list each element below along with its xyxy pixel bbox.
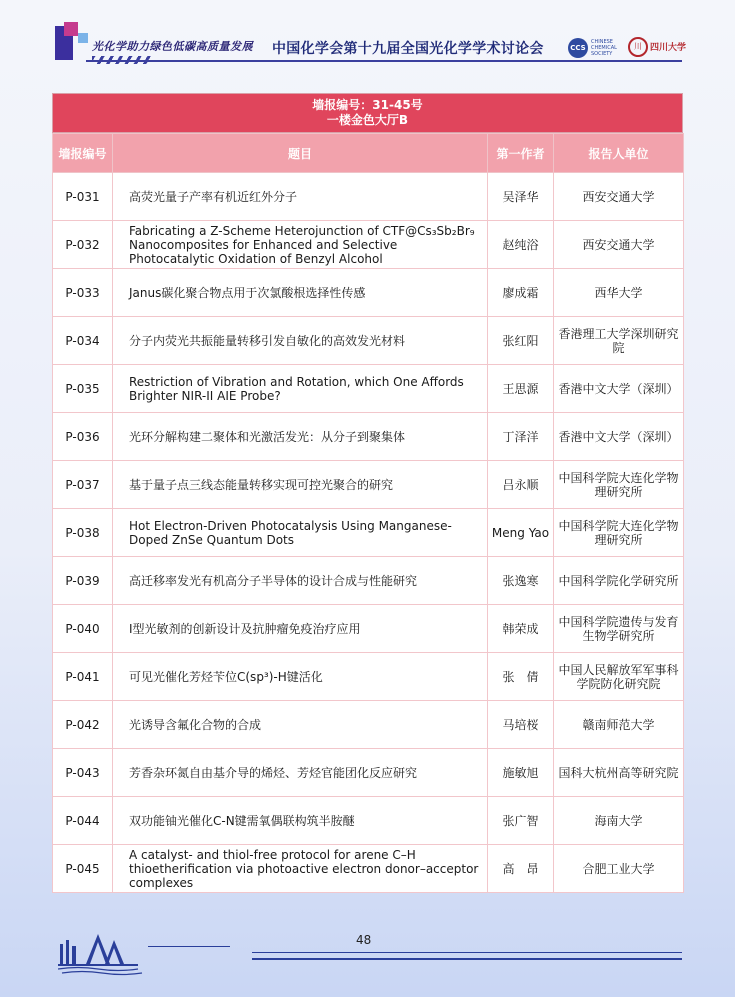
first-author: 丁泽洋 bbox=[488, 413, 554, 461]
poster-title: 分子内荧光共振能量转移引发自敏化的高效发光材料 bbox=[113, 317, 488, 365]
table-row bbox=[53, 749, 684, 797]
table-row bbox=[53, 701, 684, 749]
poster-code: P-031 bbox=[53, 173, 113, 221]
poster-title: 基于量子点三线态能量转移实现可控光聚合的研究 bbox=[113, 461, 488, 509]
column-header-code: 墙报编号 bbox=[53, 134, 113, 173]
first-author: 施敏旭 bbox=[488, 749, 554, 797]
first-author: 张 倩 bbox=[488, 653, 554, 701]
author-affiliation: 中国科学院大连化学物理研究所 bbox=[554, 461, 684, 509]
table-row bbox=[53, 557, 684, 605]
first-author: 马培桜 bbox=[488, 701, 554, 749]
first-author: 张红阳 bbox=[488, 317, 554, 365]
table-row bbox=[53, 173, 684, 221]
scu-logo: 川 bbox=[628, 37, 648, 57]
table-row bbox=[53, 269, 684, 317]
poster-title: Hot Electron-Driven Photocatalysis Using Manganese-Doped ZnSe Quantum Dots bbox=[113, 509, 488, 557]
poster-title: A catalyst- and thiol-free protocol for arene C–H thioetherification via photoactive electron donor–acceptor complexes bbox=[113, 845, 488, 893]
first-author: 韩荣成 bbox=[488, 605, 554, 653]
banner-poster-range: 墙报编号：31-45号 bbox=[312, 98, 423, 112]
author-affiliation: 中国科学院化学研究所 bbox=[554, 557, 684, 605]
footer-rule bbox=[252, 952, 682, 953]
author-affiliation: 赣南师范大学 bbox=[554, 701, 684, 749]
poster-title: 高荧光量子产率有机近红外分子 bbox=[113, 173, 488, 221]
poster-code: P-043 bbox=[53, 749, 113, 797]
table-banner bbox=[52, 93, 683, 133]
poster-code: P-041 bbox=[53, 653, 113, 701]
header-decoration bbox=[64, 22, 78, 36]
author-affiliation: 海南大学 bbox=[554, 797, 684, 845]
author-affiliation: 香港中文大学（深圳） bbox=[554, 365, 684, 413]
banner-location: 一楼金色大厅B bbox=[326, 113, 409, 127]
poster-title: 光诱导含氟化合物的合成 bbox=[113, 701, 488, 749]
poster-code: P-045 bbox=[53, 845, 113, 893]
first-author: 高 昂 bbox=[488, 845, 554, 893]
table-row bbox=[53, 413, 684, 461]
poster-code: P-035 bbox=[53, 365, 113, 413]
author-affiliation: 西安交通大学 bbox=[554, 173, 684, 221]
page-number: 48 bbox=[356, 933, 372, 947]
first-author: 张逸寒 bbox=[488, 557, 554, 605]
table-header-row bbox=[53, 134, 684, 173]
poster-code: P-039 bbox=[53, 557, 113, 605]
table-row bbox=[53, 317, 684, 365]
table-row bbox=[53, 653, 684, 701]
first-author: Meng Yao bbox=[488, 509, 554, 557]
poster-title: 可见光催化芳烃苄位C(sp³)-H键活化 bbox=[113, 653, 488, 701]
first-author: 吴泽华 bbox=[488, 173, 554, 221]
page-header bbox=[0, 0, 735, 75]
author-affiliation: 香港中文大学（深圳） bbox=[554, 413, 684, 461]
scu-logo-text: 四川大学 bbox=[650, 43, 687, 53]
poster-title: 高迁移率发光有机高分子半导体的设计合成与性能研究 bbox=[113, 557, 488, 605]
header-rule bbox=[86, 60, 682, 62]
first-author: 赵纯浴 bbox=[488, 221, 554, 269]
poster-code: P-038 bbox=[53, 509, 113, 557]
poster-code: P-040 bbox=[53, 605, 113, 653]
poster-table bbox=[52, 133, 684, 893]
footer-rule bbox=[252, 958, 682, 960]
author-affiliation: 合肥工业大学 bbox=[554, 845, 684, 893]
poster-code: P-032 bbox=[53, 221, 113, 269]
first-author: 王思源 bbox=[488, 365, 554, 413]
author-affiliation: 国科大杭州高等研究院 bbox=[554, 749, 684, 797]
poster-title: Restriction of Vibration and Rotation, which One Affords Brighter NIR-II AIE Probe? bbox=[113, 365, 488, 413]
poster-title: 芳香杂环氮自由基介导的烯烃、芳烃官能团化反应研究 bbox=[113, 749, 488, 797]
page-footer bbox=[0, 918, 735, 997]
table-row bbox=[53, 461, 684, 509]
column-header-unit: 报告人单位 bbox=[554, 134, 684, 173]
first-author: 吕永顺 bbox=[488, 461, 554, 509]
poster-schedule bbox=[52, 93, 683, 893]
poster-code: P-044 bbox=[53, 797, 113, 845]
table-row bbox=[53, 509, 684, 557]
author-affiliation: 西安交通大学 bbox=[554, 221, 684, 269]
skyline-logo bbox=[58, 928, 148, 978]
footer-rule bbox=[148, 946, 230, 947]
poster-code: P-034 bbox=[53, 317, 113, 365]
poster-title: 光环分解构建二聚体和光激活发光：从分子到聚集体 bbox=[113, 413, 488, 461]
author-affiliation: 香港理工大学深圳研究院 bbox=[554, 317, 684, 365]
poster-title: Fabricating a Z-Scheme Heterojunction of CTF@Cs₃Sb₂Br₉ Nanocomposites for Enhanced and Selective Photocatalytic Oxidation of Benzyl Alcohol bbox=[113, 221, 488, 269]
table-row bbox=[53, 845, 684, 893]
poster-code: P-042 bbox=[53, 701, 113, 749]
poster-code: P-037 bbox=[53, 461, 113, 509]
poster-code: P-036 bbox=[53, 413, 113, 461]
first-author: 廖成霜 bbox=[488, 269, 554, 317]
ccs-logo-text: CHINESE CHEMICAL SOCIETY bbox=[591, 39, 617, 57]
author-affiliation: 中国科学院遗传与发育生物学研究所 bbox=[554, 605, 684, 653]
first-author: 张广智 bbox=[488, 797, 554, 845]
ccs-logo: CCS bbox=[568, 38, 588, 58]
conference-slogan: 光化学助力绿色低碳高质量发展 bbox=[92, 40, 253, 53]
poster-title: I型光敏剂的创新设计及抗肿瘤免疫治疗应用 bbox=[113, 605, 488, 653]
table-row bbox=[53, 365, 684, 413]
header-decoration bbox=[78, 33, 88, 43]
author-affiliation: 中国人民解放军军事科学院防化研究院 bbox=[554, 653, 684, 701]
author-affiliation: 西华大学 bbox=[554, 269, 684, 317]
table-row bbox=[53, 221, 684, 269]
table-row bbox=[53, 605, 684, 653]
poster-code: P-033 bbox=[53, 269, 113, 317]
column-header-author: 第一作者 bbox=[488, 134, 554, 173]
table-row bbox=[53, 797, 684, 845]
author-affiliation: 中国科学院大连化学物理研究所 bbox=[554, 509, 684, 557]
poster-title: Janus碳化聚合物点用于次氯酸根选择性传感 bbox=[113, 269, 488, 317]
poster-title: 双功能铀光催化C-N键需氧偶联构筑半胺醚 bbox=[113, 797, 488, 845]
conference-title: 中国化学会第十九届全国光化学学术讨论会 bbox=[272, 41, 544, 57]
column-header-title: 题目 bbox=[113, 134, 488, 173]
